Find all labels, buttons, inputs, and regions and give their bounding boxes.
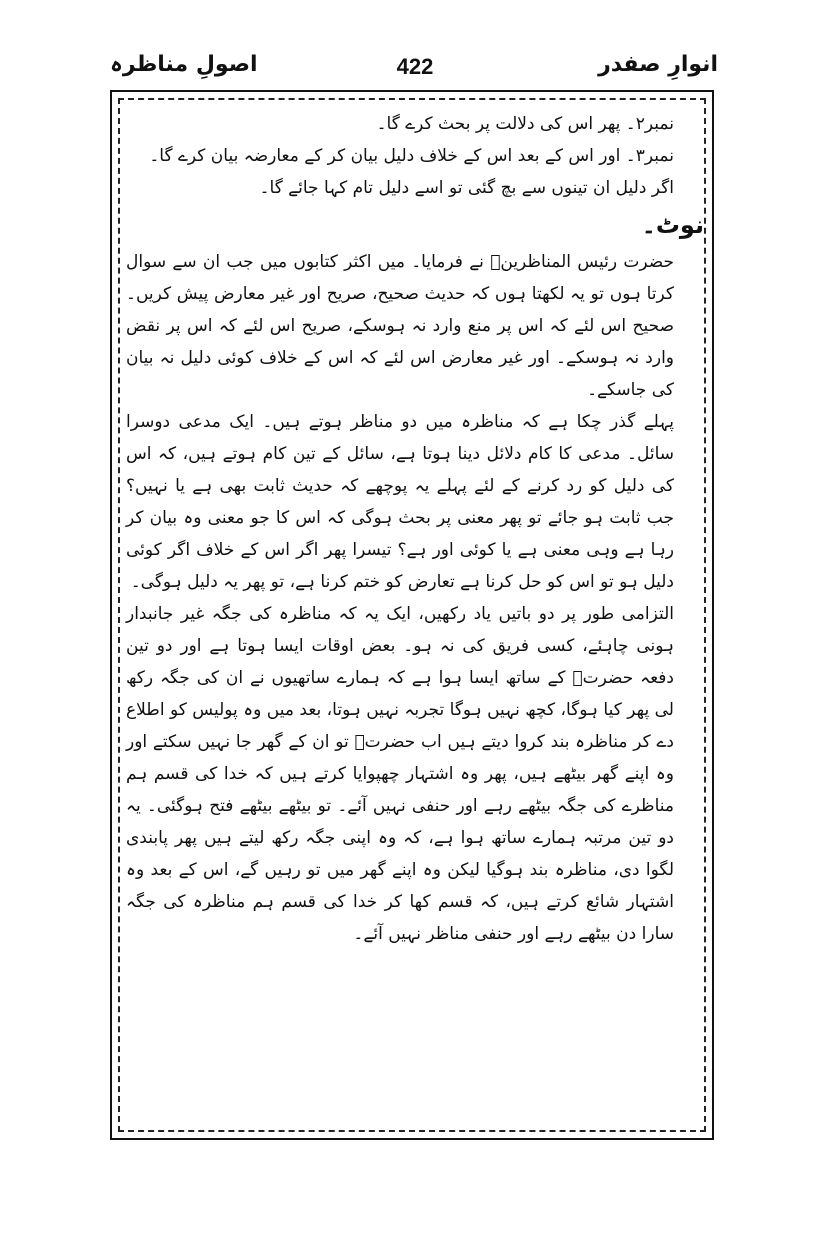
point-two: نمبر۲۔ پھر اس کی دلالت پر بحث کرے گا۔ xyxy=(376,114,674,134)
paragraph-2: پہلے گذر چکا ہے کہ مناظرہ میں دو مناظر ہوتے ہیں۔ ایک مدعی دوسرا سائل۔ مدعی کا کام دلائل دینا ہوتا ہے، سائل کے تین کام ہوتے ہیں، کہ اس کی دلیل کو رد کرنے کے لئے پہلے یہ پوچھے کہ حدیث ثابت بھی ہے یا نہیں؟ جب ثابت ہو جائے تو پھر معنی پر بحث ہوگی کہ اس کا جو معنی وہ بیان کر رہا ہے وہی معنی ہے یا کوئی اور ہے؟ تیسرا پھر اگر اس کے خلاف اگر کوئی دلیل ہو تو اس کو حل کرنا ہے تعارض کو ختم کرنا ہے، تو پھر یہ دلیل ہوگی۔ xyxy=(126,412,674,592)
note-heading: نوٹ۔ xyxy=(641,211,704,239)
page-number: 422 xyxy=(396,54,434,79)
chapter-title: اصولِ مناظرہ xyxy=(110,52,258,77)
book-title: انوارِ صفدر xyxy=(598,52,718,77)
paragraph-3: التزامی طور پر دو باتیں یاد رکھیں، ایک یہ کہ مناظرہ کی جگہ غیر جانبدار ہونی چاہئے، کسی فریق کی نہ ہو۔ بعض اوقات ایسا ہوتا ہے اور دو تین دفعہ حضرتؒ کے ساتھ ایسا ہوا ہے کہ ہمارے ساتھیوں نے ان کی جگہ رکھ لی پھر کیا ہوگا، کچھ نہیں ہوگا تجربہ نہیں ہوتا، بعد میں وہ پولیس کو اطلاع دے کر مناظرہ بند کروا دیتے ہیں اب حضرتؒ تو ان کے گھر جا نہیں سکتے اور وہ اپنے گھر بیٹھے ہیں، پھر وہ اشتہار چھپوایا کرتے ہیں کہ خدا کی قسم ہم مناظرے کی جگہ بیٹھے رہے اور حنفی نہیں آئے۔ تو بیٹھے بیٹھے فتح ہوگئی۔ یہ دو تین مرتبہ ہمارے ساتھ ہوا ہے، کہ وہ اپنی جگہ رکھ لیتے ہیں پھر پابندی لگوا دی، مناظرہ بند ہوگیا لیکن وہ اپنے گھر میں تو رہیں گے، اس کے بعد وہ اشتہار شائع کرتے ہیں، کہ قسم کھا کر خدا کی قسم ہم مناظرہ کی جگہ سارا دن بیٹھے رہے اور حنفی مناظر نہیں آئے۔ xyxy=(126,604,674,944)
page-body xyxy=(126,108,704,950)
conclusion-line: اگر دلیل ان تینوں سے بچ گئی تو اسے دلیل تام کہا جائے گا۔ xyxy=(259,178,674,198)
paragraph-1: حضرت رئیس المناظرینؒ نے فرمایا۔ میں اکثر کتابوں میں جب ان سے سوال کرتا ہوں تو یہ لکھتا ہوں کہ حدیث صحیح، صریح اور غیر معارض پیش کریں۔ صحیح اس لئے کہ اس پر منع وارد نہ ہوسکے، صریح اس لئے کہ اس پر نقض وارد نہ ہوسکے۔ اور غیر معارض اس لئے کہ اس کے خلاف کوئی دلیل نہ بیان کی جاسکے۔ xyxy=(126,252,674,400)
page-header xyxy=(110,52,718,88)
point-three: نمبر۳۔ اور اس کے بعد اس کے خلاف دلیل بیان کر کے معارضہ بیان کرے گا۔ xyxy=(149,146,674,166)
